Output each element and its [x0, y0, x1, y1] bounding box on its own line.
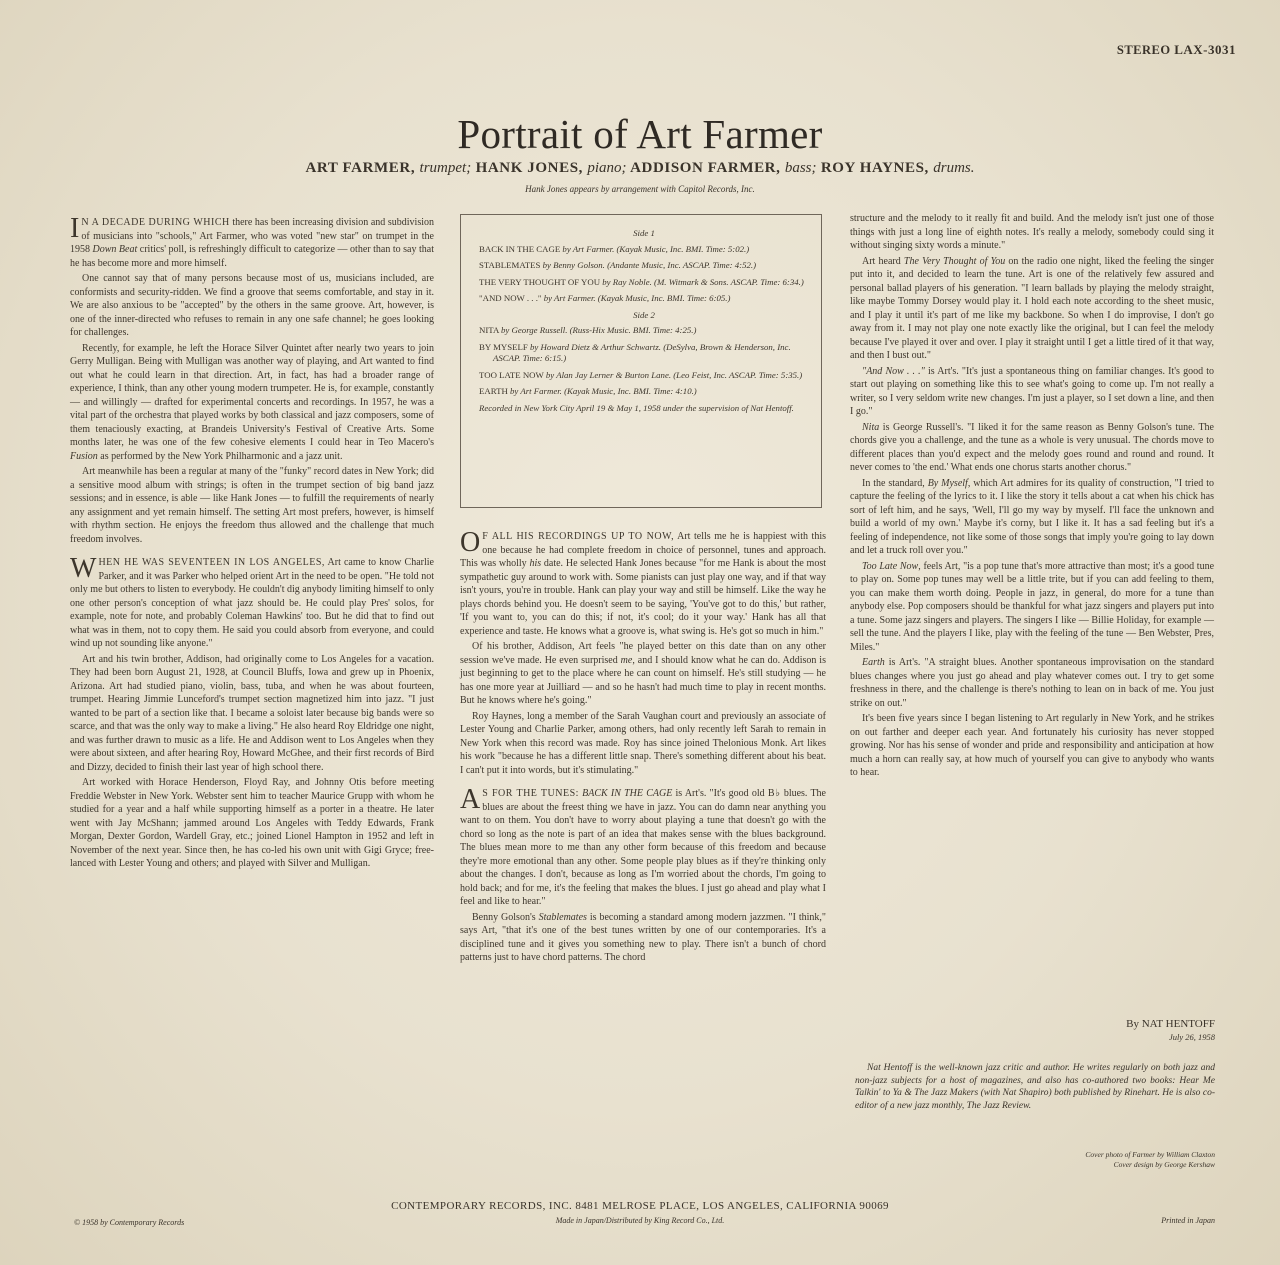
personnel-line — [0, 160, 1280, 177]
track-info: by Alan Jay Lerner & Burton Lane. (Leo Feist, Inc. ASCAP. Time: 5:35.) — [545, 369, 803, 380]
italic-text: his — [529, 558, 542, 569]
paragraph: Roy Haynes, long a member of the Sarah Vaughan court and previously an associate of Lester Young and Charlie Parker, among others, had only recently left Sarah to remain in New York when this record was made. Roy has since joined Thelonious Monk. Art likes his work "because he has a different little snap. There's something different about his beat. I can't put it into words, but it's stimulating." — [460, 710, 826, 776]
paragraph — [850, 656, 1214, 710]
italic-text: Earth — [862, 657, 885, 668]
paragraph — [70, 553, 434, 651]
text-run: critics' poll, is refreshingly difficult to categorize — other than to say that he has become more and more himself. — [70, 244, 434, 269]
musician-name: ADDISON FARMER, — [630, 160, 781, 176]
paragraph — [70, 213, 434, 270]
drop-cap: W — [70, 553, 97, 584]
track-item — [479, 277, 809, 289]
text-run: as performed by the New York Philharmonic and a jazz unit. — [97, 450, 343, 462]
paragraph — [850, 421, 1214, 475]
paragraph — [460, 784, 826, 909]
track-info: by Howard Dietz & Arthur Schwartz. (DeSylva, Brown & Henderson, Inc. ASCAP. Time: 6:15.) — [493, 341, 791, 363]
text-run: Recently, for example, he left the Horace Silver Quintet after nearly two years to join Gerry Mulligan. Being with Mulligan was another way of playing, and Art wanted to find out what he could learn in that direction. Art, in fact, has had a broader range of experience, I think, than any other young modern trumpeter. He is, for example, constantly — and willingly — drafted for experimental concerts and recordings. In 1957, he was a vital part of the orchestra that played works by both classical and jazz composers, some of them tenaciously exacting, at Brandeis University's Festival of Creative Arts. Some months later, he was one of the few cohesive elements I could hear in Teo Macero's — [70, 342, 434, 448]
italic-text: Fusion — [70, 450, 98, 462]
printed-in-note: Printed in Japan — [1161, 1216, 1215, 1225]
paragraph — [850, 365, 1214, 419]
author-byline: By NAT HENTOFF — [1126, 1018, 1215, 1030]
italic-text: Stablemates — [538, 911, 587, 923]
drop-cap: I — [70, 213, 80, 244]
track-item — [479, 260, 809, 272]
paragraph: Art worked with Horace Henderson, Floyd Ray, and Johnny Otis before meeting Freddie Webster in New York. Webster sent him to teacher Maurice Grupp with whom he studied for a year and a half while supporting himself as a porter in a theatre. He later went with Jay McShann; jammed around Los Angeles with Teddy Edwards, Frank Morgan, Dexter Gordon, Wardell Gray, etc.; joined Lionel Hampton in 1952 and left in November of the next year. Since then, he has co-led his own unit with Gigi Gryce; free-lanced with Lester Young and others; and played with Silver and Mulligan. — [70, 777, 434, 869]
track-info: by George Russell. (Russ-Hix Music. BMI. Time: 4:25.) — [501, 325, 697, 335]
track-title: EARTH — [479, 386, 508, 396]
track-info: by Benny Golson. (Andante Music, Inc. ASCAP. Time: 4:52.) — [542, 260, 757, 270]
copyright-notice: © 1958 by Contemporary Records — [74, 1218, 185, 1227]
liner-notes-column-1 — [70, 213, 434, 873]
liner-notes-column-3 — [850, 212, 1214, 782]
arrangement-note: Hank Jones appears by arrangement with Capitol Records, Inc. — [525, 184, 755, 194]
text-run: Art heard — [862, 255, 904, 267]
musician-name: HANK JONES, — [475, 160, 584, 176]
text-run: is Art's. "It's good old B♭ blues. The blues are about the freest thing we have in jazz. You can do damn near anything you want to on them. You don't have to worry about playing a tune that doesn't go with the chord so long as the note is part of an idea that makes sense with the blues background. The blues mean more to me than any other form because of this freedom and because they're more emotional than any other. Some people play blues as if they're thinking only about the changes. I don't, because as long as I'm worried about the chords, I'm going to hold back; and for me, it's the feeling that makes the blues. I just go ahead and play what I feel and like to hear." — [460, 788, 826, 907]
paragraph — [850, 477, 1214, 558]
musician-instrument: bass; — [784, 160, 817, 176]
text-run: is George Russell's. "I liked it for the same reason as Benny Golson's tune. The chords give you a challenge, and the tune as a whole is very unusual. The chords move to different places than you'd expect and the melody goes round and round and round. It never comes to 'the end.' What ends one chorus starts another chorus." — [850, 421, 1214, 473]
photo-credit: Cover photo of Farmer by William Claxton — [1085, 1150, 1215, 1159]
musician-name: ART FARMER, — [305, 160, 416, 176]
text-run: on the radio one night, liked the feeling the singer put into it, and decided to learn the tune. Art is one of the relatively few assured and personal ballad players of his generation. "I learn ballads by playing the melody straight, like maybe Tommy Dorsey would play it. I hold each note according to the sheet music, and I play it until it's part of me like my backbone. So when I do improvise, I don't go away from it. I may not play one note exactly like the original, but I can feel the melody because I've played it over and over. I play it straight until I get a little tired of it that way, and then I bust out." — [850, 255, 1215, 361]
paragraph — [850, 255, 1214, 363]
paragraph — [850, 560, 1214, 655]
drop-cap: A — [460, 784, 481, 815]
track-title: "AND NOW . . ." — [479, 293, 542, 303]
musician-instrument: piano; — [587, 160, 627, 176]
distribution-note: Made in Japan/Distributed by King Record Co., Ltd. — [555, 1216, 725, 1225]
text-run: is Art's. "It's just a spontaneous thing on familiar changes. It's good to start out playing on something like this to see what's going to come up. I'm not really a writer, so I very seldom write new changes. I'm just a player, so I set down a line, and then I go." — [850, 365, 1214, 417]
track-info: by Ray Noble. (M. Witmark & Sons. ASCAP. Time: 6:34.) — [602, 276, 804, 287]
paragraph — [460, 911, 826, 965]
design-credit: Cover design by George Kershaw — [1113, 1160, 1215, 1169]
track-item — [479, 386, 809, 398]
track-item — [479, 325, 809, 337]
text-run: Art tells me he is happiest with this one because he had complete freedom in choice of personnel, tunes and approach. This was wholly — [460, 531, 827, 569]
italic-text: BACK IN THE CAGE — [582, 788, 673, 799]
paragraph: Art and his twin brother, Addison, had originally come to Los Angeles for a vacation. They had been born August 21, 1928, at Council Bluffs, Iowa and grew up in Phoenix, Arizona. Art had studied piano, violin, bass, tuba, and when he was about fourteen, trumpet. Hearing Jimmie Lunceford's trumpet section magnetized him into jazz. "I just wanted to be part of a section like that. I became a soloist later because big bands were so scarce, and that was the only way to make a living." He also heard Roy Eldridge one night, and was further drawn to music as a life. He and Addison went to Los Angeles when they were about sixteen, and after hearing Roy, Howard McGhee, and their first records of Bird and Dizzy, decided to finish their last year of high school there. — [70, 653, 434, 773]
lead-in: N A DECADE DURING WHICH — [81, 217, 230, 228]
text-run: , which Art admires for its quality of construction, "I tried to capture the feeling of the lyrics to it. I like the story it tells about a cat when his chick has sort of left him, and he says, 'Well, I'll go my way by myself. I'll face the unknown and build a world of my own.' Maybe it's corny, but I like it. It has a sad feeling but it's a feeling of independence, not like some of those songs that imply you're going to lay down and let a truck roll over you." — [850, 477, 1214, 556]
text-run: date. He selected Hank Jones because "for me Hank is about the most sympathetic guy around to work with. Some pianists can just play one way, and if that way isn't yours, you're in trouble. Hank can play your way and still be himself. Like the way he plays chords behind you. He doesn't seem to be saying, 'You've got to do this,' but rather, 'If you want to, you can do this; if not, it's cool; do it your way.' Hank has all that experience and taste. He knows what a groove is, what swing is. He's got so much in him." — [460, 558, 826, 637]
text-run: , feels Art, "is a pop tune that's more attractive than most; it's a good tune to play on. Some pop tunes may well be a little trite, but if you can add feeling to them, you can make them worth doing. People in jazz, in general, do more for a tune than anybody else. Pop composers should be thankful for what jazz singers and players put into a tune. Some jazz singers and players. The singers I like — Billie Holiday, for example — sell the tune. And the players I like, play with the feeling of the tune — Ben Webster, Pres, Miles." — [850, 560, 1215, 653]
text-run: Benny Golson's — [472, 911, 539, 923]
track-title: BY MYSELF — [479, 341, 528, 352]
text-run: there has been increasing division and subdivision of musicians into "schools," Art Farmer, who was voted "new star" on trumpet in the 1958 — [70, 217, 434, 255]
byline-date: July 26, 1958 — [1168, 1032, 1215, 1042]
italic-text: Too Late Now — [862, 560, 919, 572]
track-item — [479, 370, 809, 382]
musician-instrument: trumpet; — [419, 160, 472, 176]
text-run: is becoming a standard among modern jazzmen. "I think," says Art, "that it's one of the best tunes written by one of our contemporaries. It's a disciplined tune and it gives you something new to play. There isn't a bunch of chord patterns just to have chord patterns. The chord — [460, 911, 826, 963]
album-title: Portrait of Art Farmer — [457, 111, 823, 157]
text-run: , and I should know what he can do. Addison is just beginning to get to the place where he can count on himself. He's still studying — he has one more year at Juilliard — and so he hasn't had much time to play in recent months. But he knows where he's going." — [460, 654, 826, 706]
paragraph: Art meanwhile has been a regular at many of the "funky" record dates in New York; did a sensitive mood album with strings; is often in the trumpet section of big band jazz sessions; and in essence, is able — like Hank Jones — to fulfill the requirements of nearly any assignment and yet remain himself. The setting Art most prefers, however, is himself with rhythm section. He enjoys the freedom thus allowed and the challenge that much freedom involves. — [70, 466, 434, 545]
track-info: by Art Farmer. (Kayak Music, Inc. BMI. Time: 4:10.) — [510, 386, 697, 396]
track-title: NITA — [479, 325, 499, 335]
side-1-label: Side 1 — [633, 228, 655, 238]
paragraph — [460, 640, 826, 708]
drop-cap: O — [460, 527, 481, 558]
text-run: Art came to know Charlie Parker, and it was Parker who helped orient Art in the need to be open. "He told not only me but others to listen to everybody. He couldn't dig anybody limiting himself to only one other person's conception of what jazz should be. He could play Pres' solos, for example, note for note, and probably Coleman Hawkins' too. But he did that to find out what was in them, not to copy them. He said you could absorb from everyone, and could wind up not sounding like anyone." — [70, 557, 434, 649]
track-title: STABLEMATES — [479, 260, 541, 270]
text-run: Of his brother, Addison, Art feels "he played better on this date than on any other session we've made. He even surprised — [460, 641, 826, 666]
paragraph: It's been five years since I began listening to Art regularly in New York, and he strikes on out farther and deeper each year. And fortunately his curiosity has never stopped growing. Nor has his sense of wonder and pride and responsibility and anticipation at how much a horn can really say, at how much of yourself you can give to anybody who wants to hear. — [850, 713, 1214, 778]
track-item — [479, 244, 809, 256]
musician-instrument: drums. — [933, 160, 975, 176]
track-item — [479, 342, 809, 365]
italic-text: Nita — [862, 421, 880, 433]
track-title: BACK IN THE CAGE — [479, 243, 561, 254]
recording-note: Recorded in New York City April 19 & May 1, 1958 under the supervision of Nat Hentoff. — [479, 402, 794, 413]
italic-text: Down Beat — [92, 244, 138, 255]
track-info: by Art Farmer. (Kayak Music, Inc. BMI. Time: 6:05.) — [543, 293, 731, 303]
text-run: is Art's. "A straight blues. Another spontaneous improvisation on the standard blues changes where you just go ahead and play whatever comes out. I try to get some freshness in there, and the challenge is there's nothing to lean on in back of me. You just strike on out." — [850, 657, 1214, 709]
lead-in: HEN HE WAS SEVENTEEN IN LOS ANGELES, — [98, 557, 325, 568]
track-info: by Art Farmer. (Kayak Music, Inc. BMI. Time: 5:02.) — [562, 243, 750, 254]
cover-credits — [945, 1150, 1215, 1170]
stereo-label: STEREO — [1116, 43, 1171, 57]
italic-text: me — [620, 654, 633, 666]
lead-in: F ALL HIS RECORDINGS UP TO NOW, — [482, 531, 675, 542]
record-label-address: CONTEMPORARY RECORDS, INC. 8481 MELROSE PLACE, LOS ANGELES, CALIFORNIA 90069 — [391, 1200, 889, 1212]
paragraph: One cannot say that of many persons because most of us, musicians included, are conformists and security-ridden. We find a groove that seems comfortable, and stay in it. We are also anxious to be "accepted" by the others in the same groove. Art, however, is one of the inner-directed who refuses to remain in any one safe channel; he goes looking for challenges. — [70, 273, 434, 338]
italic-text: By Myself — [927, 477, 968, 489]
catalog-code: LAX-3031 — [1174, 42, 1236, 57]
track-list-box — [460, 214, 822, 508]
catalog-number — [1086, 42, 1236, 58]
italic-text: The Very Thought of You — [903, 255, 1006, 267]
musician-name: ROY HAYNES, — [820, 160, 929, 176]
italic-text: "And Now . . ." — [862, 365, 925, 377]
liner-notes-column-2 — [460, 527, 827, 967]
track-item — [479, 293, 809, 305]
paragraph — [460, 527, 827, 638]
track-title: TOO LATE NOW — [479, 369, 544, 380]
text-run: In the standard, — [862, 477, 928, 489]
track-title: THE VERY THOUGHT OF YOU — [479, 276, 601, 287]
paragraph — [70, 342, 434, 464]
paragraph: structure and the melody to it really fit and build. And the melody isn't just one of those things with just a long line of eighth notes. It's really a melody, somebody could sing it without singing sixty words a minute." — [850, 213, 1214, 251]
side-2-label: Side 2 — [633, 309, 655, 320]
author-bio: Nat Hentoff is the well-known jazz critic and author. He writes regularly on both jazz and non-jazz subjects for a host of magazines, and also has co-authored two books: Hear Me Talkin' to Ya & The Jazz Makers (with Nat Shapiro) both published by Rinehart. He is also co-editor of a new jazz monthly, The Jazz Review. — [855, 1063, 1215, 1111]
lead-in: S FOR THE TUNES: — [482, 788, 579, 799]
